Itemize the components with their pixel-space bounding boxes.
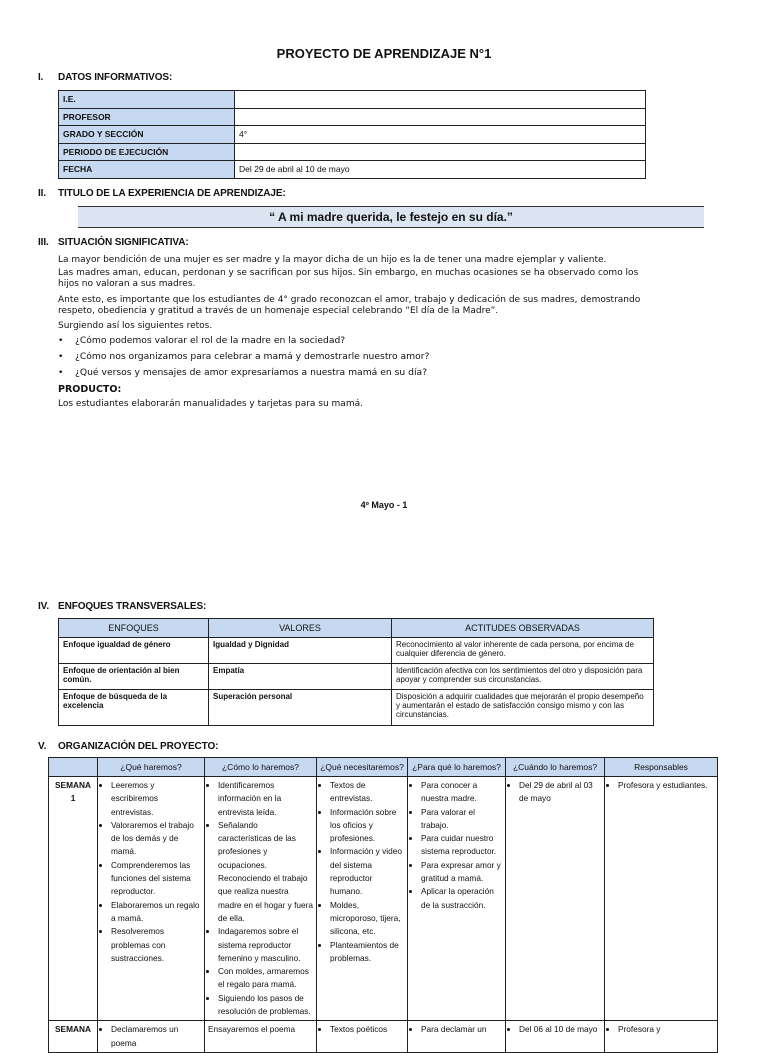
enfoques-table (58, 618, 654, 726)
column-header: ¿Para qué lo haremos? (408, 758, 506, 777)
list-item: • Elaboraremos un regalo a mamá. (111, 899, 201, 926)
list-item: • Textos de entrevistas. (330, 779, 404, 806)
producto-label: PRODUCTO: (58, 384, 122, 395)
section-2-heading (38, 188, 286, 199)
section-number: I. (38, 72, 44, 83)
situacion-paragraph-3-line-1: Ante esto, es importante que los estudiantes de 4° grado reconozcan el amor, trabajo y dedicación de sus madres, demostrando (58, 295, 641, 305)
list-item: • Para declamar un (421, 1023, 502, 1036)
reto-item (58, 367, 427, 378)
section-number: II. (38, 188, 47, 199)
list-item: • Con moldes, armaremos el regalo para mamá. (218, 965, 313, 992)
list-item: • Comprenderemos las funciones del sistema reproductor. (111, 859, 201, 899)
list-item: • Aplicar la operación de la sustracción. (421, 885, 502, 912)
section-number: III. (38, 237, 49, 248)
page-title: PROYECTO DE APRENDIZAJE N°1 (276, 46, 492, 61)
reto-item (58, 335, 345, 346)
list-item: • Planteamientos de problemas. (330, 939, 404, 966)
section-5-heading (38, 741, 218, 752)
section-4-heading (38, 601, 206, 612)
reto-item (58, 351, 429, 362)
reto-text: ¿Qué versos y mensajes de amor expresaríamos a nuestra mamá en su día? (75, 367, 428, 378)
row-label: GRADO Y SECCIÓN (59, 126, 235, 144)
list-item: • Resolveremos problemas con sustracciones. (111, 925, 201, 965)
list-item: • Para valorar el trabajo. (421, 806, 502, 833)
column-header: ENFOQUES (59, 619, 209, 638)
list-item: • Señalando características de las profesiones y ocupaciones. Reconociendo el trabajo que realiza nuestra madre en el hogar y fuera de ella. (218, 819, 313, 925)
list-item: • Moldes, microporoso, tijera, silicona, etc. (330, 899, 404, 939)
table-row (59, 161, 646, 179)
column-header: ¿Cómo lo haremos? (205, 758, 317, 777)
situacion-paragraph-4: Surgiendo así los siguientes retos. (58, 321, 213, 331)
valor-cell: Igualdad y Dignidad (209, 638, 392, 664)
column-header: Responsables (605, 758, 718, 777)
list-item: • Textos poéticos (330, 1023, 404, 1036)
table-row (49, 1021, 718, 1053)
table-row (59, 126, 646, 144)
row-label: PROFESOR (59, 108, 235, 126)
enfoque-cell: Enfoque de búsqueda de la excelencia (59, 690, 209, 726)
responsables-cell (605, 1021, 718, 1053)
que-cell (98, 777, 205, 1021)
necesitaremos-cell (317, 1021, 408, 1053)
bullet-icon: • (58, 351, 64, 362)
table-header-row (49, 758, 718, 777)
section-3-heading (38, 237, 189, 248)
section-label: ORGANIZACIÓN DEL PROYECTO: (58, 741, 219, 752)
list-item: • Siguiendo los pasos de resolución de problemas. (218, 992, 313, 1019)
row-value: Del 29 de abril al 10 de mayo (235, 161, 646, 179)
para-que-cell (408, 1021, 506, 1053)
page-footer: 4º Mayo - 1 (360, 500, 408, 510)
como-cell (205, 777, 317, 1021)
actitud-cell: Reconocimiento al valor inherente de cada persona, por encima de cualquier diferencia de género. (392, 638, 654, 664)
table-row (59, 638, 654, 664)
column-header: ACTITUDES OBSERVADAS (392, 619, 654, 638)
list-item: • Valoraremos el trabajo de los demás y de mamá. (111, 819, 201, 859)
row-value (235, 108, 646, 126)
necesitaremos-cell (317, 777, 408, 1021)
list-item: • Información y video del sistema reproductor humano. (330, 845, 404, 898)
column-header: ¿Cuándo lo haremos? (506, 758, 605, 777)
column-header: VALORES (209, 619, 392, 638)
valor-cell: Superación personal (209, 690, 392, 726)
situacion-paragraph-2-line-1: Las madres aman, educan, perdonan y se sacrifican por sus hijos. Sin embargo, en muchas ocasiones se ha observado como los (58, 268, 639, 278)
list-item: • Identificaremos información en la entrevista leída. (218, 779, 313, 819)
row-label: FECHA (59, 161, 235, 179)
section-1-heading (38, 72, 172, 83)
row-value: 4° (235, 126, 646, 144)
organizacion-table (48, 757, 718, 1053)
para-que-cell (408, 777, 506, 1021)
table-header-row (59, 619, 654, 638)
valor-cell: Empatía (209, 664, 392, 690)
table-row (49, 777, 718, 1021)
experience-title: “ A mi madre querida, le festejo en su día.” (78, 206, 704, 228)
responsables-cell (605, 777, 718, 1021)
situacion-paragraph-3-line-2: respeto, obediencia y gratitud a través de un homenaje especial celebrando “El día de la Madre”. (58, 306, 499, 316)
actitud-cell: Identificación afectiva con los sentimientos del otro y disposición para apoyar y comprender sus circunstancias. (392, 664, 654, 690)
actitud-cell: Disposición a adquirir cualidades que mejorarán el propio desempeño y aumentarán el estado de satisfacción consigo mismo y con las circunstancias. (392, 690, 654, 726)
row-label: I.E. (59, 91, 235, 109)
reto-text: ¿Cómo podemos valorar el rol de la madre en la sociedad? (75, 335, 346, 346)
table-row (59, 108, 646, 126)
row-label: PERIODO DE EJECUCIÓN (59, 143, 235, 161)
bullet-icon: • (58, 367, 64, 378)
list-item: • Profesora y (618, 1023, 714, 1036)
que-cell (98, 1021, 205, 1053)
datos-informativos-table (58, 90, 646, 179)
list-item: • Indagaremos sobre el sistema reproductor femenino y masculino. (218, 925, 313, 965)
row-value (235, 91, 646, 109)
table-row (59, 690, 654, 726)
list-item: • Profesora y estudiantes. (618, 779, 714, 792)
semana-label: SEMANA (49, 1021, 98, 1053)
bullet-icon: • (58, 335, 64, 346)
section-label: SITUACIÓN SIGNIFICATIVA: (58, 237, 189, 248)
situacion-paragraph-1: La mayor bendición de una mujer es ser madre y la mayor dicha de un hijo es la de tener una madre ejemplar y valiente. (58, 255, 607, 265)
enfoque-cell: Enfoque de orientación al bien común. (59, 664, 209, 690)
row-value (235, 143, 646, 161)
table-row (59, 664, 654, 690)
cuando-cell (506, 1021, 605, 1053)
list-item: • Leeremos y escribiremos entrevistas. (111, 779, 201, 819)
column-header: ¿Qué necesitaremos? (317, 758, 408, 777)
section-label: DATOS INFORMATIVOS: (58, 72, 173, 83)
semana-label: SEMANA 1 (49, 777, 98, 1021)
list-item: • Declamaremos un poema (111, 1023, 201, 1050)
list-item: • Información sobre los oficios y profesiones. (330, 806, 404, 846)
list-item: • Para conocer a nuestra madre. (421, 779, 502, 806)
section-label: TITULO DE LA EXPERIENCIA DE APRENDIZAJE: (58, 188, 286, 199)
producto-text: Los estudiantes elaborarán manualidades y tarjetas para su mamá. (58, 399, 363, 409)
section-label: ENFOQUES TRANSVERSALES: (58, 601, 207, 612)
column-header (49, 758, 98, 777)
table-row (59, 143, 646, 161)
situacion-paragraph-2-line-2: hijos no valoran a sus madres. (58, 279, 196, 289)
enfoque-cell: Enfoque igualdad de género (59, 638, 209, 664)
list-item: • Para cuidar nuestro sistema reproductor. (421, 832, 502, 859)
como-cell: Ensayaremos el poema (205, 1021, 317, 1053)
column-header: ¿Qué haremos? (98, 758, 205, 777)
section-number: IV. (38, 601, 50, 612)
cuando-cell (506, 777, 605, 1021)
section-number: V. (38, 741, 47, 752)
list-item: • Para expresar amor y gratitud a mamá. (421, 859, 502, 886)
reto-text: ¿Cómo nos organizamos para celebrar a mamá y demostrarle nuestro amor? (75, 351, 430, 362)
list-item: • Del 06 al 10 de mayo (519, 1023, 601, 1036)
table-row (59, 91, 646, 109)
list-item: • Del 29 de abril al 03 de mayo (519, 779, 601, 806)
